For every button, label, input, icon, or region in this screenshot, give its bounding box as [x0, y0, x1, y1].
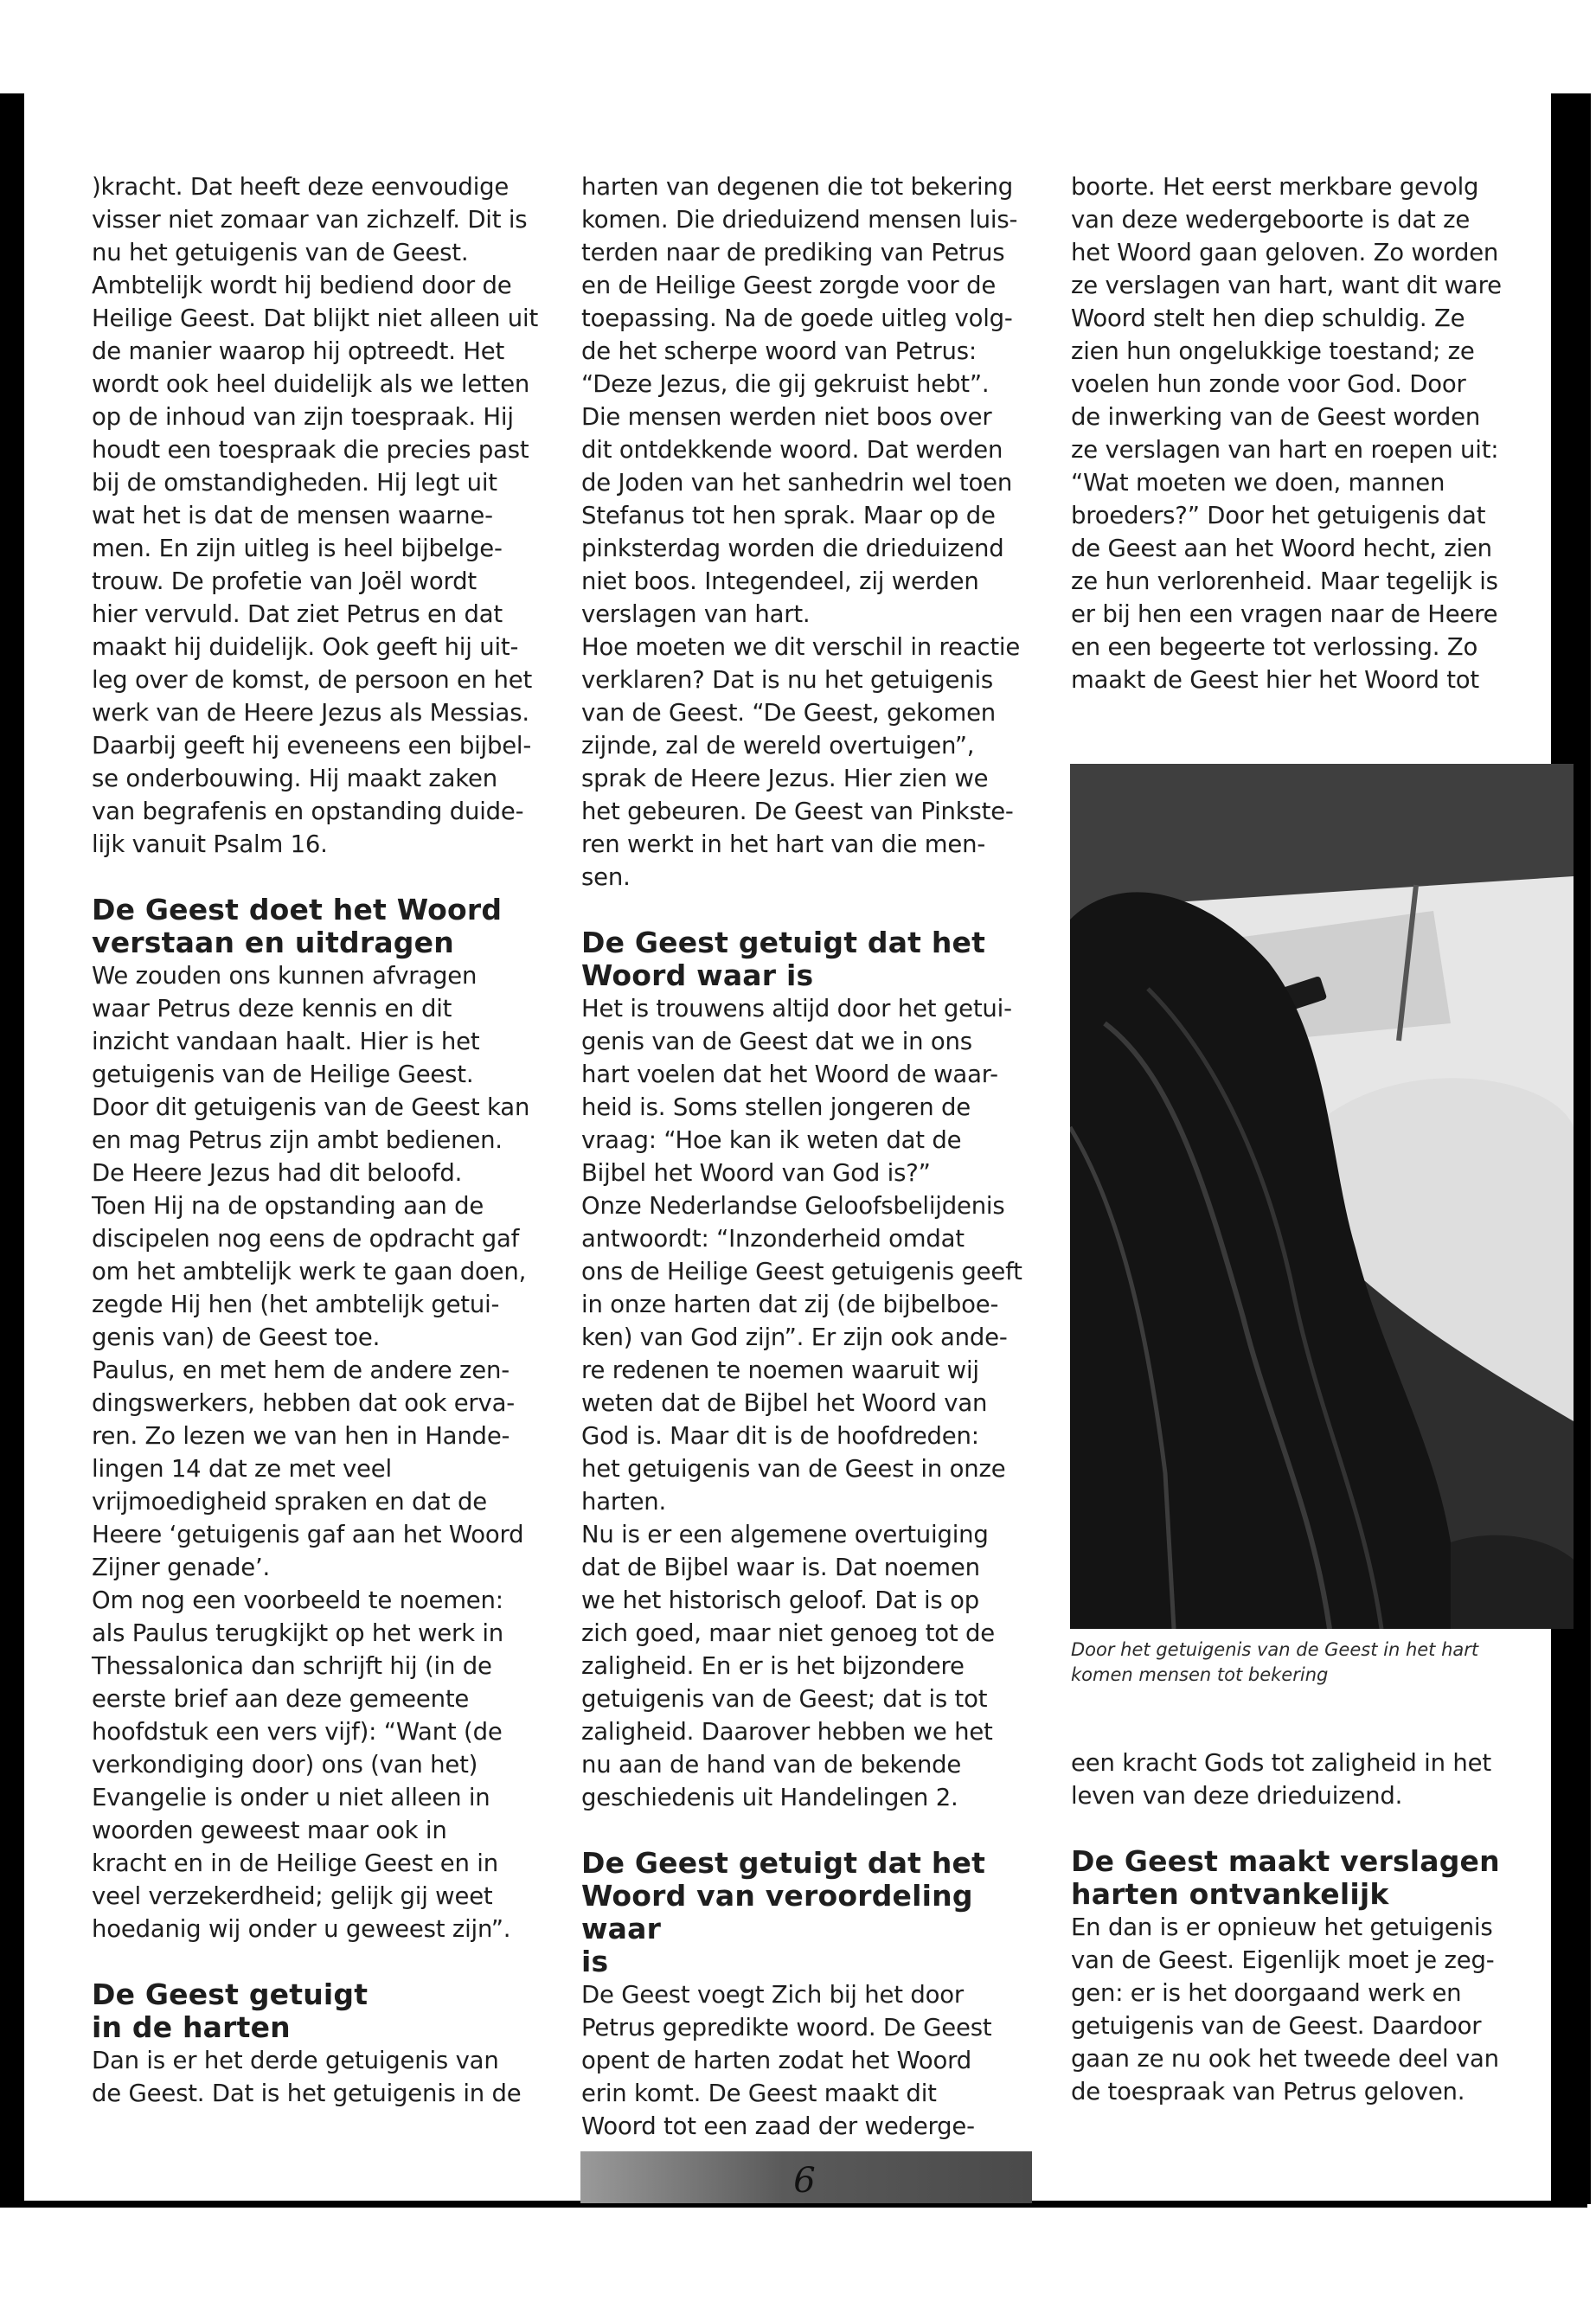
article-column-1	[92, 170, 559, 2110]
paragraph: Hoe moeten we dit verschil in reactie verklaren? Dat is nu het getuigenis van de Geest. “De Geest, gekomen zijnde, zal de wereld overtuigen”, sprak de Heere Jezus. Hier zien we het gebeuren. De Geest van Pinkste- ren werkt in het hart van die men- sen.	[581, 633, 1021, 891]
paragraph: Nu is er een algemene overtuiging dat de Bijbel waar is. Dat noemen we het historisch geloof. Dat is op zich goed, maar niet genoeg tot de zaligheid. En er is het bijzondere getuigenis van de Geest; dat is tot zaligheid. Daarover hebben we het nu aan de hand van de bekende geschiedenis uit Handelingen 2.	[581, 1521, 996, 1811]
paragraph: De Geest voegt Zich bij het door Petrus gepredikte woord. De Geest opent de harten zodat het Woord erin komt. De Geest maakt dit Woord tot een zaad der wederge-	[581, 1981, 992, 2140]
scan-edge-left	[0, 93, 24, 2204]
paragraph: )kracht. Dat heeft deze eenvoudige visser niet zomaar van zichzelf. Dit is nu het getuigenis van de Geest. Ambtelijk wordt hij bediend door de Heilige Geest. Dat blijkt niet alleen uit de manier waarop hij optreedt. Het wordt ook heel duidelijk als we letten op de inhoud van zijn toespraak. Hij houdt een toespraak die precies past bij de omstandigheden. Hij legt uit wat het is dat de mensen waarne- men. En zijn uitleg is heel bijbelge- trouw. De profetie van Joël wordt hier vervuld. Dat ziet Petrus en dat maakt hij duidelijk. Ook geeft hij uit- leg over de komst, de persoon en het werk van de Heere Jezus als Messias. Daarbij geeft hij eveneens een bijbel- se onderbouwing. Hij maakt zaken van begrafenis en opstanding duide- lijk vanuit Psalm 16.	[92, 173, 539, 858]
section-heading: De Geest doet het Woord verstaan en uitdragen	[92, 893, 503, 959]
paragraph: We zouden ons kunnen afvragen waar Petrus deze kennis en dit inzicht vandaan haalt. Hier is het getuigenis van de Heilige Geest. Door dit getuigenis van de Geest kan en mag Petrus zijn ambt bedienen. De Heere Jezus had dit beloofd. Toen Hij na de opstanding aan de discipelen nog eens de opdracht gaf om het ambtelijk werk te gaan doen, zegde Hij hen (het ambtelijk getui- genis van) de Geest toe.	[92, 962, 530, 1351]
article-column-3-bottom	[1071, 1747, 1529, 2108]
photo-caption: Door het getuigenis van de Geest in het hart komen mensen tot bekering	[1071, 1639, 1479, 1685]
section-heading: De Geest maakt verslagen harten ontvankelijk	[1071, 1844, 1500, 1911]
paragraph: een kracht Gods tot zaligheid in het leven van deze drieduizend.	[1071, 1749, 1491, 1810]
paragraph: Paulus, en met hem de andere zen- dingswerkers, hebben dat ook erva- ren. Zo lezen we van hen in Hande- lingen 14 dat ze met veel vrijmoedigheid spraken en dat de Heere ‘getuigenis gaf aan het Woord Zijner genade’.	[92, 1356, 524, 1581]
paragraph: harten van degenen die tot bekering komen. Die drieduizend mensen luis- terden naar de prediking van Petrus en de Heilige Geest zorgde voor de toepassing. Na de goede uitleg volg- de het scherpe woord van Petrus: “Deze Jezus, die gij gekruist hebt”. Die mensen werden niet boos over dit ontdekkende woord. Dat werden de Joden van het sanhedrin wel toen Stefanus tot hen sprak. Maar op de pinksterdag worden die drieduizend niet boos. Integendeel, zij werden verslagen van hart.	[581, 173, 1018, 628]
photo-student-writing	[1070, 764, 1574, 1629]
page-number: 6	[793, 2161, 816, 2201]
photo-illustration	[1070, 764, 1574, 1629]
section-heading: De Geest getuigt in de harten	[92, 1977, 369, 2044]
paragraph: Het is trouwens altijd door het getui- genis van de Geest dat we in ons hart voelen dat het Woord de waar- heid is. Soms stellen jongeren de vraag: “Hoe kan ik weten dat de Bijbel het Woord van God is?” Onze Nederlandse Geloofsbelijdenis antwoordt: “Inzonderheid omdat ons de Heilige Geest getuigenis geeft in onze harten dat zij (de bijbelboe- ken) van God zijn”. Er zijn ook ande- re redenen te noemen waaruit wij weten dat de Bijbel het Woord van God is. Maar dit is de hoofdreden: het getuigenis van de Geest in onze harten.	[581, 995, 1022, 1516]
paragraph: Om nog een voorbeeld te noemen: als Paulus terugkijkt op het werk in Thessalonica dan schrijft hij (in de eerste brief aan deze gemeente hoofdstuk een vers vijf): “Want (de verkondiging door) ons (van het) Evangelie is onder u niet alleen in woorden geweest maar ook in kracht en in de Heilige Geest en in veel verzekerdheid; gelijk gij weet hoedanig wij onder u geweest zijn”.	[92, 1586, 511, 1943]
article-column-2	[581, 170, 1043, 2143]
paragraph: Dan is er het derde getuigenis van de Geest. Dat is het getuigenis in de	[92, 2047, 522, 2107]
section-heading: De Geest getuigt dat het Woord waar is	[581, 926, 986, 992]
section-heading: De Geest getuigt dat het Woord van veroordeling waar is	[581, 1846, 986, 1978]
paragraph: boorte. Het eerst merkbare gevolg van deze wedergeboorte is dat ze het Woord gaan geloven. Zo worden ze verslagen van hart, want dit ware Woord stelt hen diep schuldig. Ze zien hun ongelukkige toestand; ze voelen hun zonde voor God. Door de inwerking van de Geest worden ze verslagen van hart en roepen uit: “Wat moeten we doen, mannen broeders?” Door het getuigenis dat de Geest aan het Woord hecht, zien ze hun verlorenheid. Maar tegelijk is er bij hen een vragen naar de Heere en een begeerte tot verlossing. Zo maakt de Geest hier het Woord tot	[1071, 173, 1502, 694]
article-column-3-top	[1071, 170, 1529, 696]
paragraph: En dan is er opnieuw het getuigenis van de Geest. Eigenlijk moet je zeg- gen: er is het doorgaand werk en getuigenis van de Geest. Daardoor gaan ze nu ook het tweede deel van de toespraak van Petrus geloven.	[1071, 1913, 1499, 2106]
